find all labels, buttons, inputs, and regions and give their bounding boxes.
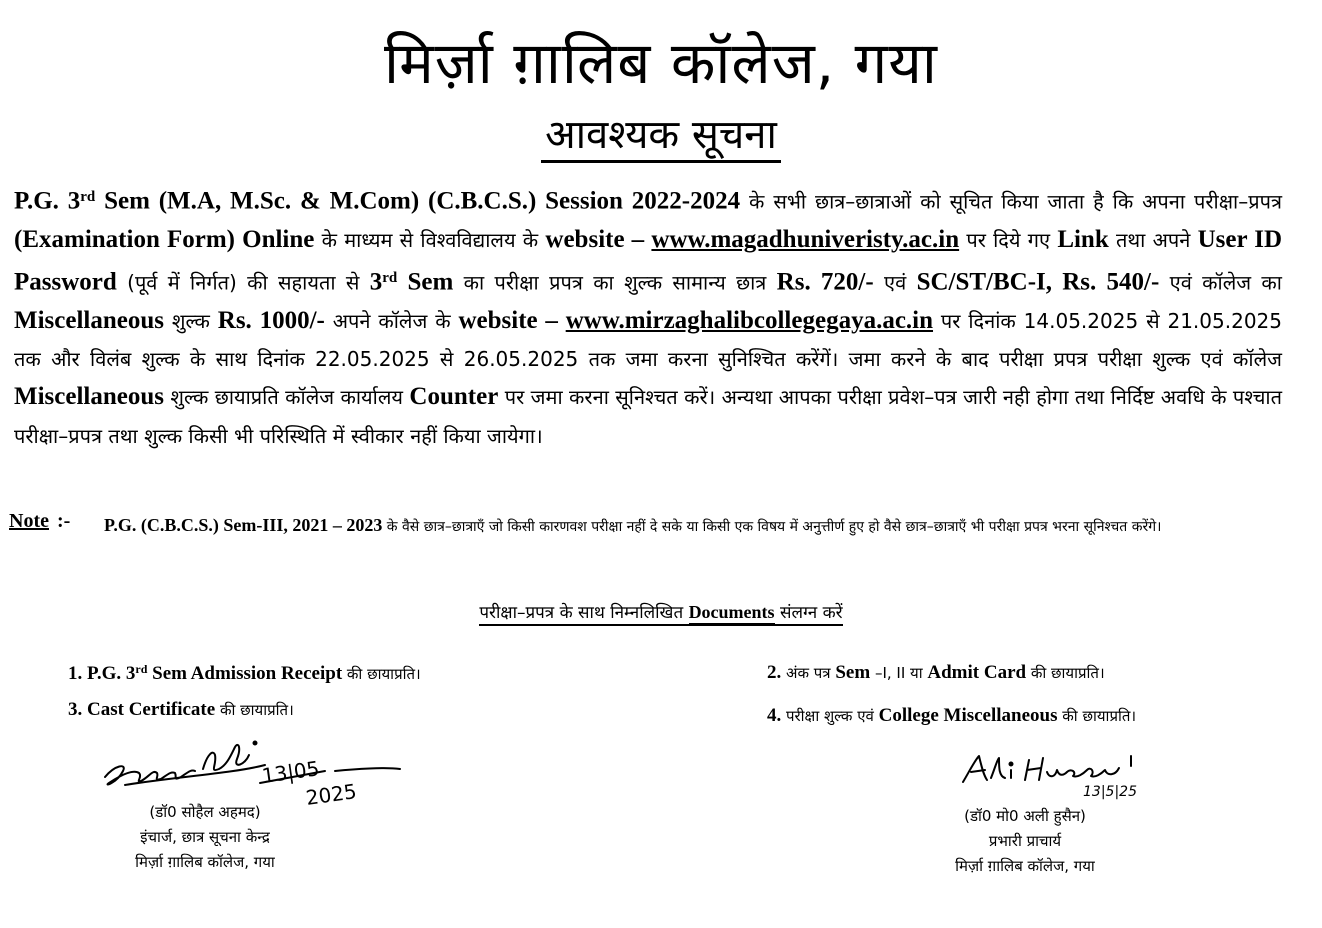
fee-reserved: SC/ST/BC-I, Rs. 540/- (916, 268, 1160, 296)
note-bold: P.G. (C.B.C.S.) Sem-III, 2021 – 2023 (104, 515, 383, 535)
left-signature-date-2: 2025 (304, 779, 359, 810)
doc-4-text-b: की छायाप्रति। (1057, 707, 1137, 725)
course-session: Sem (M.A, M.Sc. & M.Com) (C.B.C.S.) Session 2022-2024 (95, 187, 741, 215)
note-body: के वैसे छात्र–छात्राएँ जो किसी कारणवश परीक्षा नहीं दे सके या किसी एक विषय में अनुत्तीर्ण हुए हो वैसे छात्र–छात्राएँ भी परीक्षा प्रपत्र भरना सूनिश्चत करेंगे। (382, 519, 1162, 535)
misc-word-1: Miscellaneous (14, 306, 164, 334)
sem-number: 3 (369, 268, 383, 296)
doc-2-bold-b: Admit Card (927, 662, 1027, 683)
body-text-1: के सभी छात्र–छात्राओं को सूचित किया जाता है कि अपना परीक्षा–प्रपत्र (740, 189, 1282, 214)
left-signature-date-1: 13|05 (260, 756, 321, 788)
doc-2-bold-a: Sem (835, 662, 871, 683)
body-text-2: के माध्यम से विश्वविद्यालय के (314, 227, 546, 252)
college-name: मिर्ज़ा ग़ालिब कॉलेज, गया (384, 29, 938, 97)
body-text-5: (पूर्व में निर्गत) की सहायता से (116, 270, 370, 295)
body-text-12: शुल्क छायाप्रति कॉलेज कार्यालय (164, 385, 410, 410)
left-signatory-institution: मिर्ज़ा ग़ालिब कॉलेज, गया (135, 853, 275, 871)
note-label: Note (9, 510, 49, 532)
body-text-6: का परीक्षा प्रपत्र का शुल्क सामान्य छात्र (453, 270, 777, 295)
body-text-9: शुल्क (164, 308, 218, 333)
fee-general: Rs. 720/- (776, 268, 874, 296)
document-item-2 (767, 660, 1105, 686)
documents-heading-pre: परीक्षा–प्रपत्र के साथ निम्नलिखित (479, 603, 688, 626)
fee-misc: Rs. 1000/- (217, 306, 325, 334)
doc-4-text-a: परीक्षा शुल्क एवं (781, 707, 879, 725)
left-signature-image (95, 725, 415, 810)
doc-1-sup: rd (135, 662, 148, 676)
note-dash: :- (57, 510, 71, 532)
notice-title: आवश्यक सूचना (541, 112, 781, 163)
documents-heading (0, 598, 1322, 627)
document-item-4 (767, 703, 1136, 729)
doc-1-num: 1. (68, 663, 83, 684)
documents-heading-post: संलग्न करें (775, 603, 843, 626)
website-label-1: website – (545, 225, 645, 253)
sem-word: Sem (397, 268, 454, 296)
exam-form-online: (Examination Form) Online (14, 225, 315, 253)
doc-1-text: की छायाप्रति। (342, 665, 421, 683)
body-text-4: तथा अपने (1108, 227, 1198, 252)
left-signatory (75, 800, 335, 875)
right-signatory-name: (डॉ0 मो0 अली हुसैन) (964, 807, 1086, 825)
body-text-7: एवं (873, 270, 917, 295)
doc-2-text-c: की छायाप्रति। (1026, 664, 1105, 682)
doc-2-text-a: अंक पत्र (781, 664, 836, 682)
body-text-10: अपने कॉलेज के (324, 308, 459, 333)
misc-word-2: Miscellaneous (14, 383, 164, 411)
body-text-8: एवं कॉलेज का (1159, 270, 1282, 295)
body-text-3: पर दिये गए (959, 227, 1058, 252)
doc-1-bold-b: Sem Admission Receipt (147, 663, 343, 684)
right-signatory-designation: प्रभारी प्राचार्य (988, 832, 1062, 850)
doc-1-bold-a: P.G. 3 (82, 663, 136, 684)
link-word: Link (1057, 225, 1109, 253)
right-signature-date: 13|5|25 (1083, 784, 1137, 800)
document-item-3 (68, 697, 294, 723)
left-signatory-name: (डॉ0 सोहैल अहमद) (149, 803, 261, 821)
doc-3-text: की छायाप्रति। (215, 701, 294, 719)
user-id-password: User ID Password (14, 225, 1282, 296)
counter-word: Counter (409, 383, 499, 411)
body-text-11: पर दिनांक 14.05.2025 से 21.05.2025 तक और विलंब शुल्क के साथ दिनांक 22.05.2025 से 26.05.2025 तक जमा करना सुनिश्चित करेंगें। जमा करने के बाद परीक्षा प्रपत्र परीक्षा शुल्क एवं कॉलेज (14, 308, 1282, 372)
right-signatory (895, 804, 1155, 879)
right-signature-image (955, 750, 1155, 805)
documents-heading-underline (479, 603, 842, 626)
university-website-link[interactable]: www.magadhuniveristy.ac.in (651, 225, 960, 253)
note-text (104, 512, 1284, 540)
college-website-link[interactable]: www.mirzaghalibcollegegaya.ac.in (565, 306, 934, 334)
body-text-13: पर जमा करना सूनिश्चत करें। अन्यथा आपका परीक्षा प्रवेश–पत्र जारी नही होगा तथा निर्दिष्ट अवधि के पश्चात परीक्षा–प्रपत्र तथा शुल्क किसी भी परिस्थिति में स्वीकार नहीं किया जायेगा। (14, 385, 1282, 448)
document-item-1 (68, 656, 421, 687)
left-signatory-designation: इंचार्ज, छात्र सूचना केन्द्र (140, 828, 270, 846)
sem-sup: rd (382, 270, 398, 287)
doc-4-bold: College Miscellaneous (878, 705, 1058, 726)
notice-body (14, 178, 1282, 455)
doc-3-num: 3. (68, 699, 83, 720)
documents-heading-bold: Documents (689, 602, 775, 625)
doc-2-text-b: –I, II या (870, 664, 928, 682)
notice-title-wrap (0, 110, 1322, 160)
doc-3-bold: Cast Certificate (82, 699, 216, 720)
right-signatory-institution: मिर्ज़ा ग़ालिब कॉलेज, गया (955, 857, 1095, 875)
course-name: P.G. 3 (14, 187, 81, 215)
course-sup: rd (80, 189, 96, 205)
doc-2-num: 2. (767, 662, 782, 683)
website-label-2: website – (458, 306, 566, 334)
doc-4-num: 4. (767, 705, 782, 726)
